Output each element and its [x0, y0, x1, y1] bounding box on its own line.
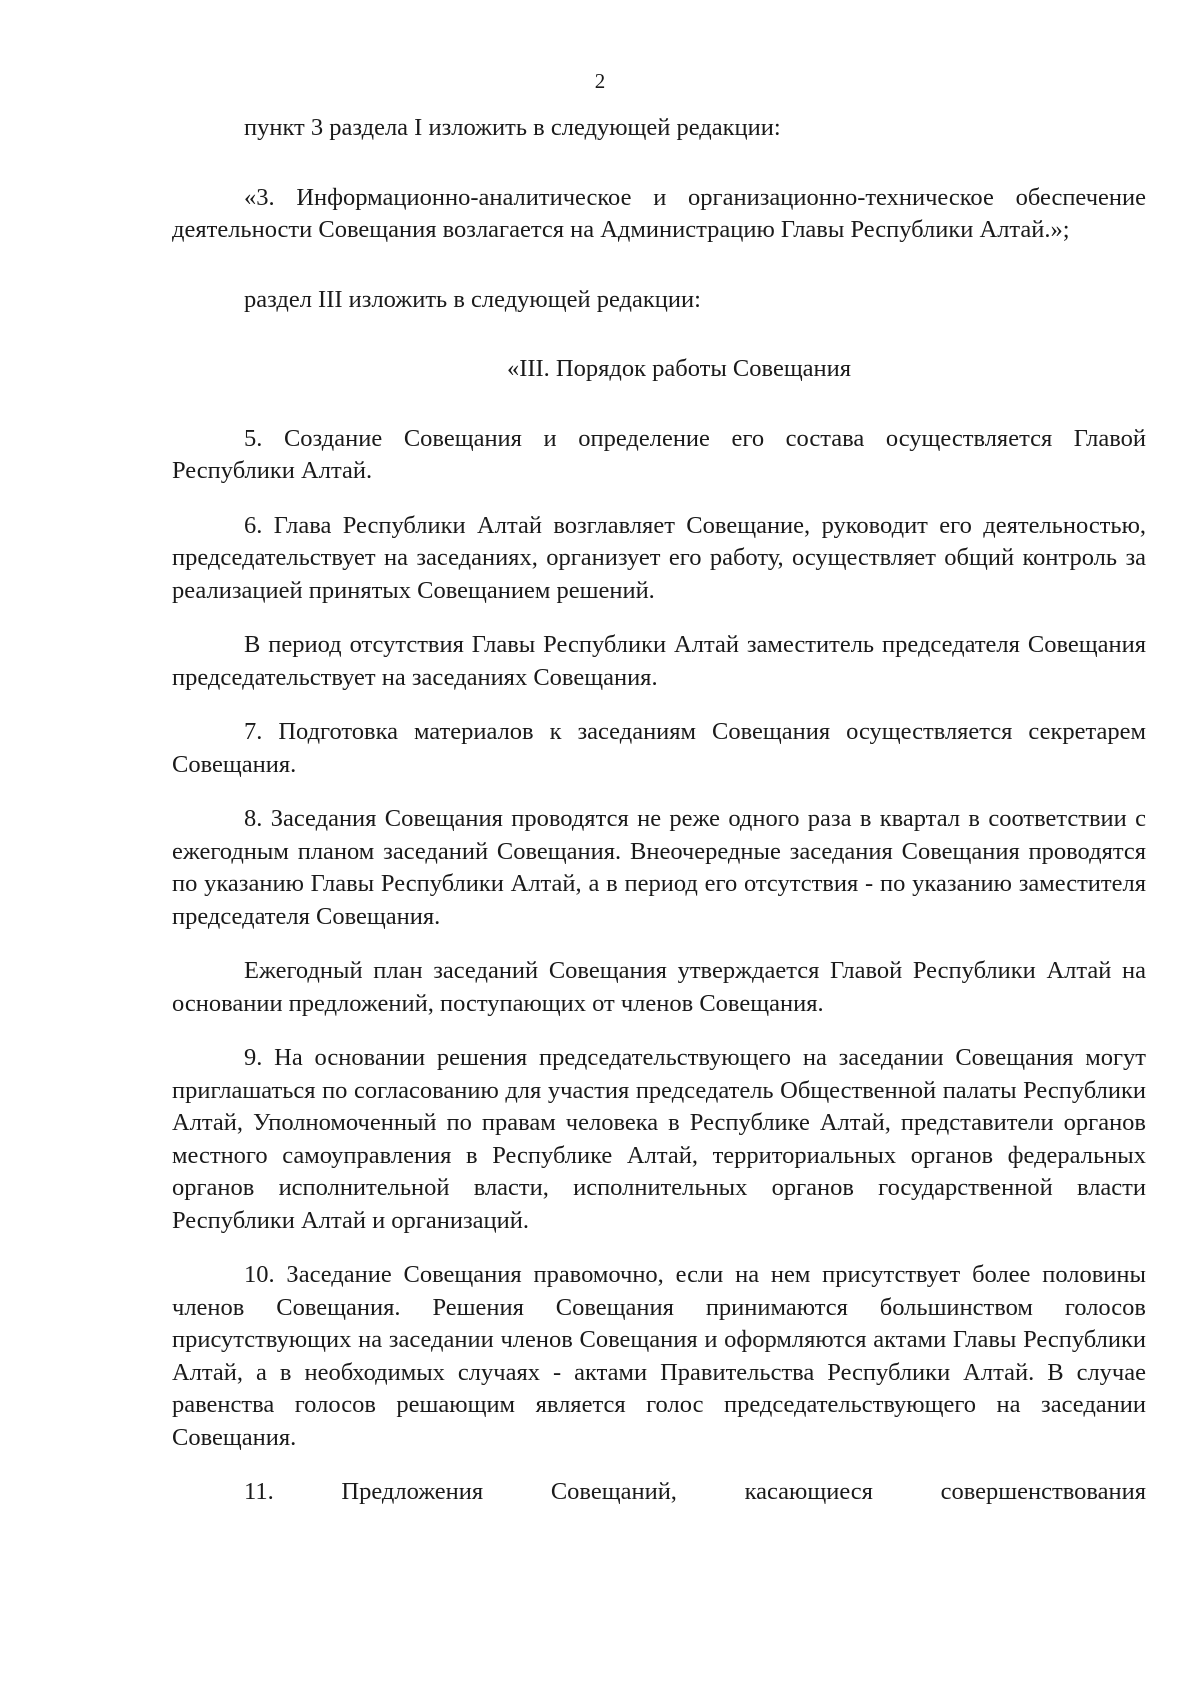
paragraph-point-8-annual-plan: Ежегодный план заседаний Совещания утверждается Главой Республики Алтай на основании предложений, поступающих от членов Совещания. — [172, 957, 1146, 1017]
document-body — [172, 112, 1146, 1531]
paragraph-amendment-section-3: раздел III изложить в следующей редакции: — [244, 285, 701, 313]
paragraph-point-9: 9. На основании решения председательствующего на заседании Совещания могут приглашаться по согласованию для участия председатель Общественной палаты Республики Алтай, Уполномоченный по правам человека в Республике Алтай, представители органов местного самоуправления в Республике Алтай, территориальных органов федеральных органов исполнительной власти, исполнительных органов государственной власти Республики Алтай и организаций. — [172, 1044, 1146, 1234]
paragraph-amendment-point-3: пункт 3 раздела I изложить в следующей редакции: — [244, 114, 781, 141]
section-heading: «III. Порядок работы Совещания — [506, 355, 852, 382]
paragraph-point-6-deputy: В период отсутствия Главы Республики Алтай заместитель председателя Совещания председательствует на заседаниях Совещания. — [172, 631, 1146, 691]
paragraph-point-6: 6. Глава Республики Алтай возглавляет Совещание, руководит его деятельностью, председательствует на заседаниях, организует его работу, осуществляет общий контроль за реализацией принятых Совещанием решений. — [172, 511, 1146, 604]
page-number: 2 — [594, 69, 606, 93]
paragraph-point-5: 5. Создание Совещания и определение его состава осуществляется Главой Республики Алтай. — [172, 424, 1146, 484]
paragraph-point-8: 8. Заседания Совещания проводятся не реже одного раза в квартал в соответствии с ежегодным планом заседаний Совещания. Внеочередные заседания Совещания проводятся по указанию Главы Республики Алтай, а в период его отсутствия - по указанию заместителя председателя Совещания. — [172, 805, 1146, 930]
paragraph-point-3-text: «3. Информационно-аналитическое и организационно-техническое обеспечение деятельности Совещания возлагается на Администрацию Главы Республики Алтай.»; — [172, 183, 1146, 243]
paragraph-point-7: 7. Подготовка материалов к заседаниям Совещания осуществляется секретарем Совещания. — [172, 718, 1146, 778]
paragraph-point-10: 10. Заседание Совещания правомочно, если на нем присутствует более половины членов Совещания. Решения Совещания принимаются большинством голосов присутствующих на заседании членов Совещания и оформляются актами Главы Республики Алтай, а в необходимых случаях - актами Правительства Республики Алтай. В случае равенства голосов решающим является голос председательствующего на заседании Совещания. — [172, 1261, 1146, 1451]
paragraph-point-11: 11. Предложения Совещаний, касающиеся совершенствования — [244, 1478, 1146, 1505]
